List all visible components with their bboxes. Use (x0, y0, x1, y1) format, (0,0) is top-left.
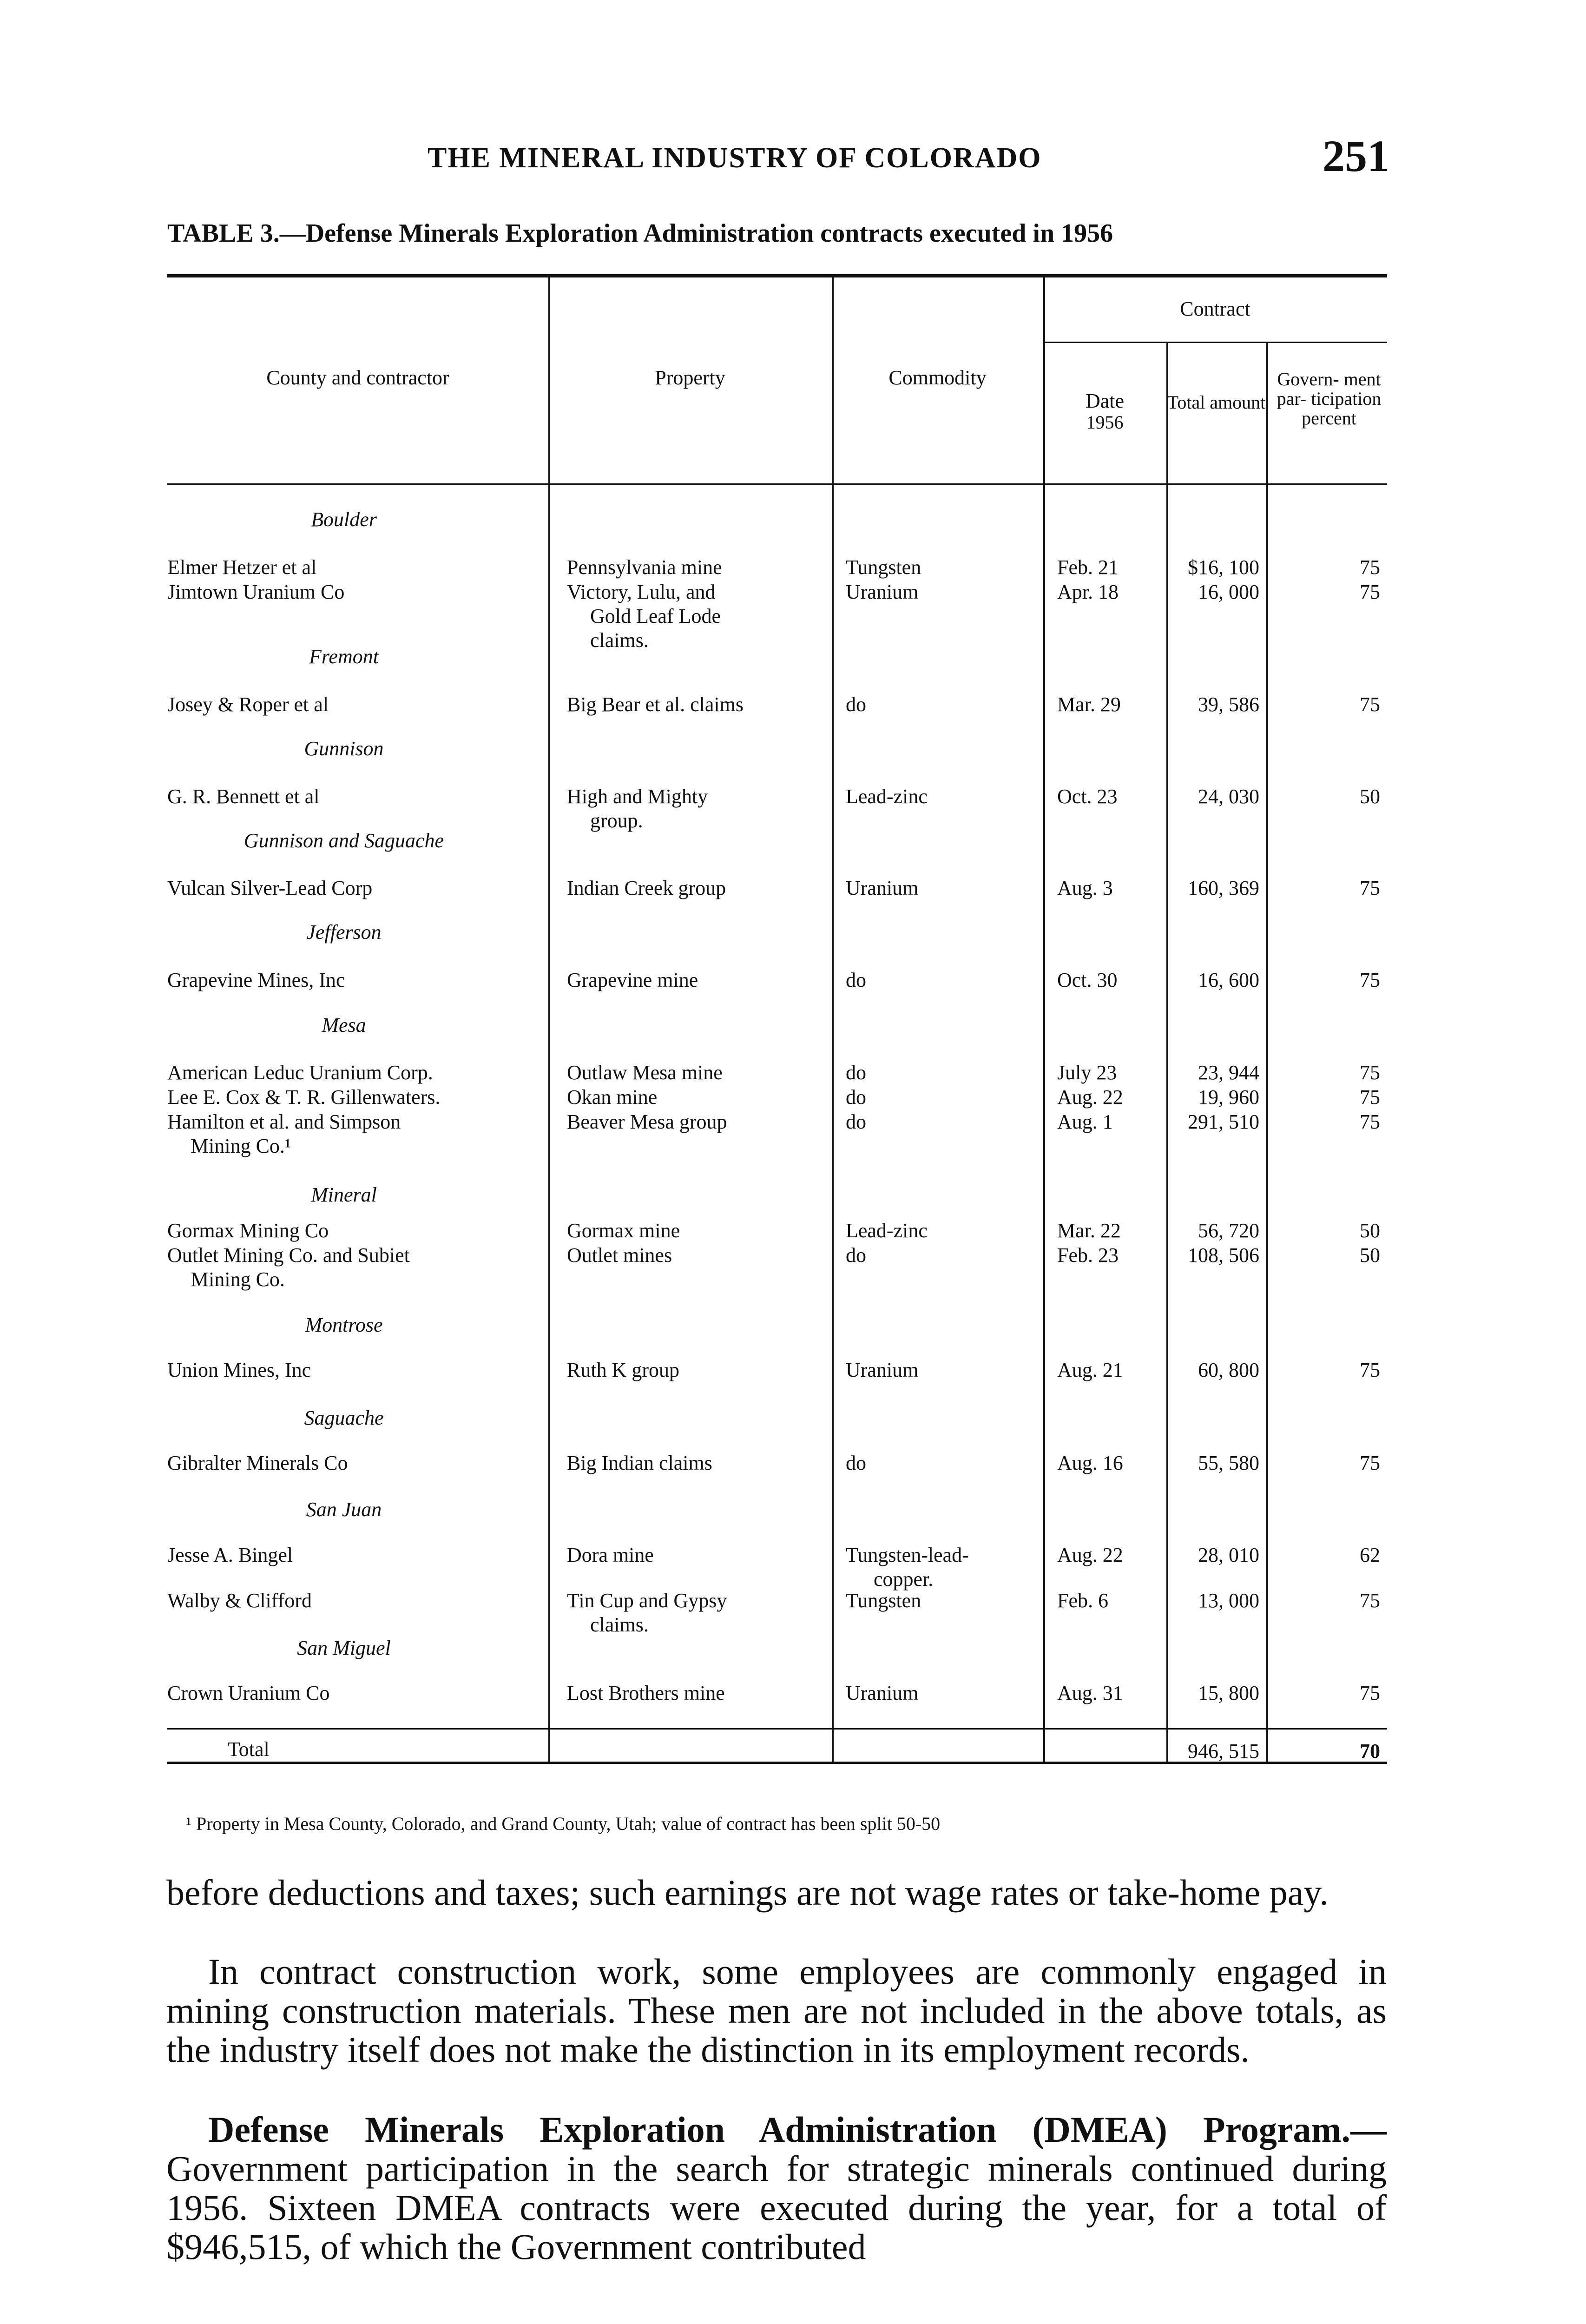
contractor-cell: Union Mines, Inc (167, 1359, 311, 1381)
total-label: Total (228, 1738, 270, 1761)
total-amount-cell: 291, 510 (1188, 1110, 1259, 1133)
contractor-cell: Mining Co.¹ (191, 1135, 291, 1157)
header-total-amount: Total amount (1167, 392, 1266, 413)
date-cell: Feb. 6 (1057, 1589, 1108, 1612)
contractor-cell: Josey & Roper et al (167, 693, 329, 716)
total-amount-cell: 15, 800 (1198, 1682, 1259, 1704)
total-amount-cell: 16, 600 (1198, 969, 1259, 991)
column-rule (832, 274, 834, 1762)
county-heading: Saguache (304, 1406, 384, 1429)
commodity-cell: Lead-zinc (846, 785, 928, 808)
commodity-cell: copper. (874, 1568, 934, 1591)
commodity-cell: Uranium (846, 581, 919, 603)
table-caption: TABLE 3.—Defense Minerals Exploration Administration contracts executed in 1956 (167, 219, 1113, 248)
county-heading: Gunnison (304, 737, 384, 760)
page-number: 251 (1323, 131, 1389, 181)
commodity-cell: Uranium (846, 877, 919, 899)
header-contract: Contract (1180, 297, 1250, 320)
table-footnote: ¹ Property in Mesa County, Colorado, and Grand County, Utah; value of contract has been split 50-50 (186, 1813, 941, 1834)
property-cell: claims. (590, 629, 649, 652)
header-commodity: Commodity (888, 366, 987, 389)
property-cell: High and Mighty (567, 785, 708, 808)
contractor-cell: Lee E. Cox & T. R. Gillenwaters. (167, 1086, 441, 1109)
property-cell: Ruth K group (567, 1359, 679, 1381)
property-cell: Pennsylvania mine (567, 556, 722, 579)
property-cell: Lost Brothers mine (567, 1682, 725, 1704)
commodity-cell: do (846, 1452, 866, 1474)
property-cell: Tin Cup and Gypsy (567, 1589, 727, 1612)
date-cell: Apr. 18 (1057, 581, 1119, 603)
government-percent-cell: 50 (1360, 785, 1380, 808)
government-percent-cell: 75 (1360, 693, 1380, 716)
header-county-contractor: County and contractor (266, 366, 449, 389)
government-percent-cell: 75 (1360, 969, 1380, 991)
county-heading: Jefferson (306, 921, 382, 944)
contractor-cell: Crown Uranium Co (167, 1682, 330, 1704)
date-cell: Mar. 22 (1057, 1219, 1121, 1242)
commodity-cell: Tungsten-lead- (846, 1544, 969, 1566)
contractor-cell: Grapevine Mines, Inc (167, 969, 345, 991)
county-heading: Montrose (305, 1314, 383, 1336)
date-cell: Oct. 30 (1057, 969, 1118, 991)
commodity-cell: do (846, 1086, 866, 1109)
contractor-cell: Gormax Mining Co (167, 1219, 329, 1242)
government-percent-cell: 75 (1360, 556, 1380, 579)
property-cell: Big Indian claims (567, 1452, 712, 1474)
contractor-cell: Elmer Hetzer et al (167, 556, 317, 579)
property-cell: Gold Leaf Lode (590, 605, 721, 627)
total-amount-cell: 13, 000 (1198, 1589, 1259, 1612)
property-cell: Outlaw Mesa mine (567, 1061, 723, 1084)
contract-subhead-rule (1043, 342, 1387, 343)
column-rule (1043, 274, 1045, 1762)
total-amount-cell: 160, 369 (1188, 877, 1259, 899)
contractor-cell: Walby & Clifford (167, 1589, 312, 1612)
government-percent-cell: 50 (1360, 1244, 1380, 1267)
property-cell: Beaver Mesa group (567, 1110, 727, 1133)
government-percent-cell: 75 (1360, 1589, 1380, 1612)
government-percent-cell: 62 (1360, 1544, 1380, 1566)
commodity-cell: Tungsten (846, 556, 921, 579)
commodity-cell: do (846, 969, 866, 991)
dmea-program-heading: Defense Minerals Exploration Administration (DMEA) Program.— (208, 2109, 1387, 2150)
government-percent-cell: 50 (1360, 1219, 1380, 1242)
contractor-cell: Vulcan Silver-Lead Corp (167, 877, 373, 899)
government-percent-cell: 75 (1360, 1359, 1380, 1381)
government-percent-cell: 75 (1360, 1110, 1380, 1133)
paragraph-earnings: before deductions and taxes; such earnings are not wage rates or take-home pay. (166, 1872, 1329, 1913)
running-head (167, 132, 1389, 193)
dmea-program-text: Government participation in the search for strategic minerals continued during 1956. Sixteen DMEA contracts were executed during the year, for a total of $946,515, of which the Government contributed (166, 2148, 1387, 2267)
contractor-cell: Jimtown Uranium Co (167, 581, 345, 603)
property-cell: Victory, Lulu, and (567, 581, 716, 603)
government-percent-cell: 75 (1360, 1452, 1380, 1474)
header-property: Property (655, 366, 725, 389)
property-cell: Grapevine mine (567, 969, 698, 991)
date-cell: Aug. 3 (1057, 877, 1113, 899)
header-date-year: 1956 (1086, 412, 1124, 433)
county-heading: Fremont (309, 645, 379, 668)
header-bottom-rule (167, 483, 1387, 485)
date-cell: Mar. 29 (1057, 693, 1121, 716)
total-amount-cell: 39, 586 (1198, 693, 1259, 716)
commodity-cell: Uranium (846, 1682, 919, 1704)
county-heading: Boulder (311, 508, 377, 531)
total-amount-cell: 16, 000 (1198, 581, 1259, 603)
table-top-rule (167, 274, 1387, 277)
total-top-rule (167, 1728, 1387, 1730)
contractor-cell: Hamilton et al. and Simpson (167, 1110, 401, 1133)
paragraph-construction: In contract construction work, some employees are commonly engaged in mining construction materials. These men are not included in the above totals, as the industry itself does not make the distinction in its employment records. (166, 1951, 1387, 2070)
property-cell: Gormax mine (567, 1219, 680, 1242)
government-percent-cell: 75 (1360, 1682, 1380, 1704)
commodity-cell: do (846, 1110, 866, 1133)
total-amount: 946, 515 (1188, 1740, 1259, 1763)
contractor-cell: Mining Co. (191, 1268, 285, 1291)
date-cell: Aug. 16 (1057, 1452, 1123, 1474)
property-cell: Indian Creek group (567, 877, 726, 899)
total-amount-cell: 55, 580 (1198, 1452, 1259, 1474)
total-amount-cell: $16, 100 (1188, 556, 1259, 579)
commodity-cell: do (846, 693, 866, 716)
date-cell: Feb. 23 (1057, 1244, 1119, 1267)
county-heading: Gunnison and Saguache (243, 829, 444, 852)
county-heading: Mineral (311, 1183, 377, 1206)
contractor-cell: Outlet Mining Co. and Subiet (167, 1244, 410, 1267)
property-cell: Big Bear et al. claims (567, 693, 744, 716)
date-cell: Oct. 23 (1057, 785, 1118, 808)
total-amount-cell: 28, 010 (1198, 1544, 1259, 1566)
county-heading: San Miguel (297, 1637, 391, 1659)
total-amount-cell: 60, 800 (1198, 1359, 1259, 1381)
total-amount-cell: 56, 720 (1198, 1219, 1259, 1242)
government-percent-cell: 75 (1360, 581, 1380, 603)
property-cell: Dora mine (567, 1544, 654, 1566)
government-percent-cell: 75 (1360, 1086, 1380, 1109)
government-percent-cell: 75 (1360, 1061, 1380, 1084)
date-cell: Aug. 31 (1057, 1682, 1123, 1704)
total-amount-cell: 23, 944 (1198, 1061, 1259, 1084)
county-heading: Mesa (322, 1014, 366, 1037)
contractor-cell: American Leduc Uranium Corp. (167, 1061, 433, 1084)
commodity-cell: do (846, 1244, 866, 1267)
date-cell: Aug. 1 (1057, 1110, 1113, 1133)
commodity-cell: Lead-zinc (846, 1219, 928, 1242)
total-amount-cell: 19, 960 (1198, 1086, 1259, 1109)
paragraph-dmea-program (166, 2110, 1387, 2266)
date-cell: Aug. 22 (1057, 1086, 1123, 1109)
commodity-cell: Uranium (846, 1359, 919, 1381)
header-date: Date (1085, 390, 1125, 412)
property-cell: Okan mine (567, 1086, 658, 1109)
government-percent-cell: 75 (1360, 877, 1380, 899)
date-cell: Aug. 22 (1057, 1544, 1123, 1566)
property-cell: group. (590, 809, 643, 832)
date-cell: July 23 (1057, 1061, 1117, 1084)
county-heading: San Juan (306, 1498, 382, 1521)
property-cell: claims. (590, 1613, 649, 1636)
commodity-cell: do (846, 1061, 866, 1084)
date-cell: Feb. 21 (1057, 556, 1119, 579)
commodity-cell: Tungsten (846, 1589, 921, 1612)
property-cell: Outlet mines (567, 1244, 672, 1267)
column-rule (548, 274, 550, 1762)
contractor-cell: Gibralter Minerals Co (167, 1452, 348, 1474)
total-amount-cell: 24, 030 (1198, 785, 1259, 808)
contractor-cell: G. R. Bennett et al (167, 785, 320, 808)
date-cell: Aug. 21 (1057, 1359, 1123, 1381)
contractor-cell: Jesse A. Bingel (167, 1544, 293, 1566)
total-amount-cell: 108, 506 (1188, 1244, 1259, 1267)
header-government-participation: Govern- ment par- ticipation percent (1277, 369, 1382, 429)
running-title: THE MINERAL INDUSTRY OF COLORADO (428, 142, 1042, 174)
total-government-percent: 70 (1360, 1740, 1380, 1763)
